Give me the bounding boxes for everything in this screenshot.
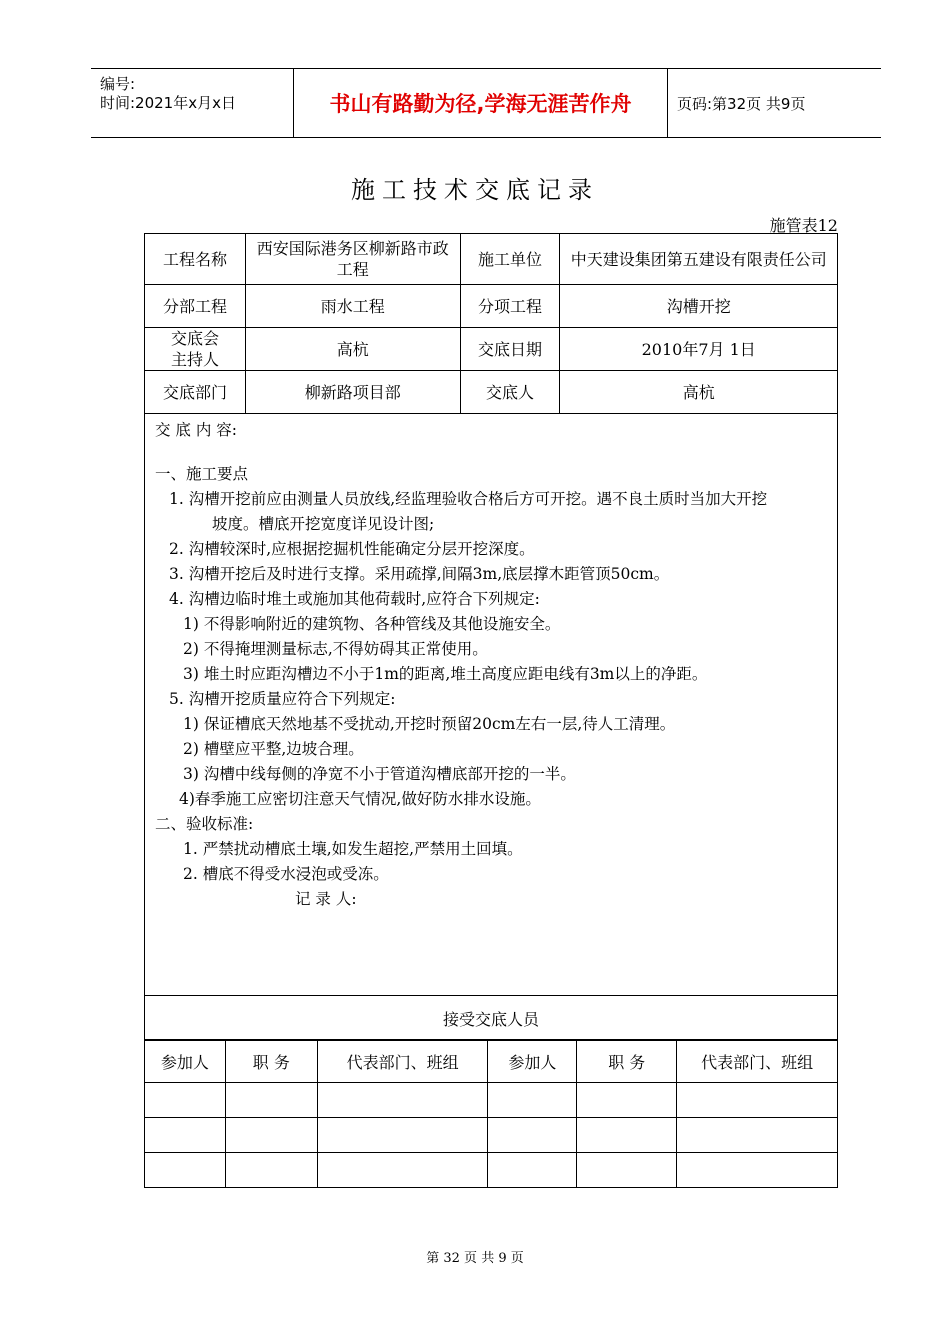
content-heading: 交 底 内 容: [155, 421, 238, 439]
empty-cell [488, 1153, 577, 1188]
empty-cell [145, 1153, 226, 1188]
point-4: 4. 沟槽边临时堆土或施加其他荷载时,应符合下列规定: [169, 590, 540, 608]
empty-cell [577, 1118, 677, 1153]
column-header: 参加人 [145, 1040, 226, 1083]
info-table [144, 233, 838, 414]
point-1-line-2: 坡度。槽底开挖宽度详见设计图; [212, 515, 435, 533]
column-header: 职 务 [225, 1040, 317, 1083]
person-label: 交底人 [460, 371, 560, 414]
empty-cell [225, 1153, 317, 1188]
table-row [145, 1118, 838, 1153]
project-name-value: 西安国际港务区柳新路市政工程 [245, 234, 460, 285]
section-2-heading: 二、验收标准: [155, 815, 254, 833]
point-4-sub-3: 3) 堆土时应距沟槽边不小于1m的距离,堆土高度应距电线有3m以上的净距。 [183, 665, 708, 683]
empty-cell [488, 1118, 577, 1153]
dept-value: 柳新路项目部 [245, 371, 460, 414]
participants-table [144, 1039, 838, 1188]
empty-cell [577, 1153, 677, 1188]
point-5: 5. 沟槽开挖质量应符合下列规定: [169, 690, 396, 708]
section-1-heading: 一、施工要点 [155, 465, 249, 483]
acceptance-2: 2. 槽底不得受水浸泡或受冻。 [183, 865, 389, 883]
point-4-sub-2: 2) 不得掩埋测量标志,不得妨碍其正常使用。 [183, 640, 488, 658]
point-4-sub-1: 1) 不得影响附近的建筑物、各种管线及其他设施安全。 [183, 615, 561, 633]
subitem-label: 分项工程 [460, 285, 560, 328]
division-value: 雨水工程 [245, 285, 460, 328]
form-number: 施管表12 [769, 216, 838, 235]
point-5-sub-2: 2) 槽壁应平整,边坡合理。 [183, 740, 364, 758]
empty-cell [677, 1153, 838, 1188]
contractor-label: 施工单位 [460, 234, 560, 285]
document-header [91, 68, 881, 138]
point-2: 2. 沟槽较深时,应根据挖掘机性能确定分层开挖深度。 [169, 540, 535, 558]
empty-cell [317, 1153, 488, 1188]
project-name-label: 工程名称 [145, 234, 246, 285]
header-page-info: 页码:第32页 共9页 [677, 94, 806, 113]
empty-cell [317, 1118, 488, 1153]
number-label: 编号: [100, 75, 136, 93]
empty-cell [577, 1083, 677, 1118]
participants-header-row [145, 1040, 838, 1083]
empty-cell [145, 1083, 226, 1118]
empty-cell [488, 1083, 577, 1118]
page-footer: 第 32 页 共 9 页 [426, 1251, 524, 1266]
header-meta [91, 69, 293, 137]
header-motto: 书山有路勤为径,学海无涯苦作舟 [293, 69, 668, 137]
time-label: 时间:2021年x月x日 [100, 94, 236, 112]
point-1-line-1: 1. 沟槽开挖前应由测量人员放线,经监理验收合格后方可开挖。遇不良土质时当加大开挖 [169, 490, 768, 508]
empty-cell [225, 1083, 317, 1118]
division-label: 分部工程 [145, 285, 246, 328]
date-label: 交底日期 [460, 328, 560, 371]
contractor-value: 中天建设集团第五建设有限责任公司 [560, 234, 838, 285]
content-box [144, 413, 838, 996]
person-value: 高杭 [560, 371, 838, 414]
document-title: 施工技术交底记录 [351, 176, 599, 204]
empty-cell [677, 1118, 838, 1153]
point-3: 3. 沟槽开挖后及时进行支撑。采用疏撑,间隔3m,底层撑木距管顶50cm。 [169, 565, 670, 583]
column-header: 职 务 [577, 1040, 677, 1083]
column-header: 参加人 [488, 1040, 577, 1083]
column-header: 代表部门、班组 [317, 1040, 488, 1083]
host-label: 交底会主持人 [145, 328, 246, 371]
date-value: 2010年7月 1日 [560, 328, 838, 371]
column-header: 代表部门、班组 [677, 1040, 838, 1083]
point-5-sub-1: 1) 保证槽底天然地基不受扰动,开挖时预留20cm左右一层,待人工清理。 [183, 715, 676, 733]
subitem-value: 沟槽开挖 [560, 285, 838, 328]
table-row [145, 1153, 838, 1188]
point-5-sub-3: 3) 沟槽中线每侧的净宽不小于管道沟槽底部开挖的一半。 [183, 765, 576, 783]
point-5-sub-4: 4)春季施工应密切注意天气情况,做好防水排水设施。 [179, 790, 541, 808]
recorder-label: 记 录 人: [295, 890, 357, 908]
acceptance-1: 1. 严禁扰动槽底土壤,如发生超挖,严禁用土回填。 [183, 840, 523, 858]
empty-cell [677, 1083, 838, 1118]
accept-title: 接受交底人员 [144, 995, 838, 1041]
dept-label: 交底部门 [145, 371, 246, 414]
empty-cell [145, 1118, 226, 1153]
empty-cell [317, 1083, 488, 1118]
table-row [145, 1083, 838, 1118]
host-value: 高杭 [245, 328, 460, 371]
empty-cell [225, 1118, 317, 1153]
